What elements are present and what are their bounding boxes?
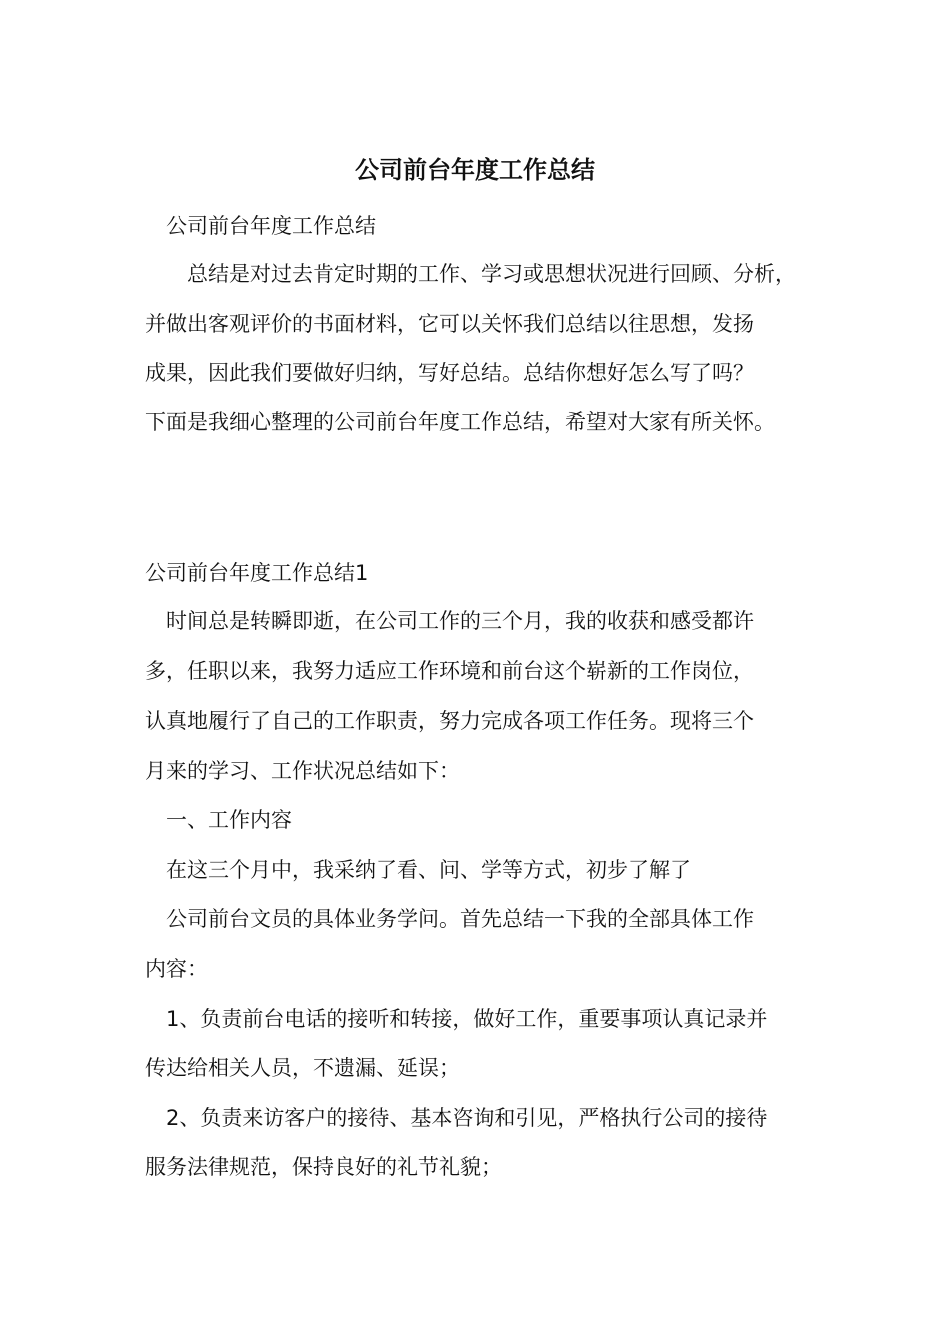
body-line-2: 多，任职以来，我努力适应工作环境和前台这个崭新的工作岗位，: [145, 659, 754, 683]
list-item-2-line-2: 服务法律规范，保持良好的礼节礼貌；: [145, 1155, 502, 1179]
body-line-1: 时间总是转瞬即逝，在公司工作的三个月，我的收获和感受都许: [145, 609, 754, 633]
intro-line-1: 总结是对过去肯定时期的工作、学习或思想状况进行回顾、分析，: [145, 262, 796, 286]
list-item-2-line-1: 2、负责来访客户的接待、基本咨询和引见，严格执行公司的接待: [145, 1106, 768, 1130]
intro-line-3: 成果，因此我们要做好归纳，写好总结。总结你想好怎么写了吗？: [145, 361, 754, 385]
intro-line-4: 下面是我细心整理的公司前台年度工作总结，希望对大家有所关怀。: [145, 410, 775, 434]
body-line-6: 公司前台文员的具体业务学问。首先总结一下我的全部具体工作: [145, 907, 754, 931]
body-line-4: 月来的学习、工作状况总结如下：: [145, 759, 460, 783]
list-item-1-line-1: 1、负责前台电话的接听和转接，做好工作，重要事项认真记录并: [145, 1007, 768, 1031]
document-title: 公司前台年度工作总结: [355, 156, 595, 184]
body-line-5: 在这三个月中，我采纳了看、问、学等方式，初步了解了: [145, 858, 691, 882]
section-heading: 公司前台年度工作总结1: [145, 561, 369, 585]
body-line-3: 认真地履行了自己的工作职责，努力完成各项工作任务。现将三个: [145, 709, 754, 733]
body-line-7: 内容：: [145, 957, 208, 981]
subtitle-line: 公司前台年度工作总结: [145, 214, 376, 238]
subsection-heading: 一、工作内容: [145, 808, 292, 832]
list-item-1-line-2: 传达给相关人员，不遗漏、延误；: [145, 1056, 460, 1080]
intro-line-2: 并做出客观评价的书面材料，它可以关怀我们总结以往思想，发扬: [145, 312, 754, 336]
